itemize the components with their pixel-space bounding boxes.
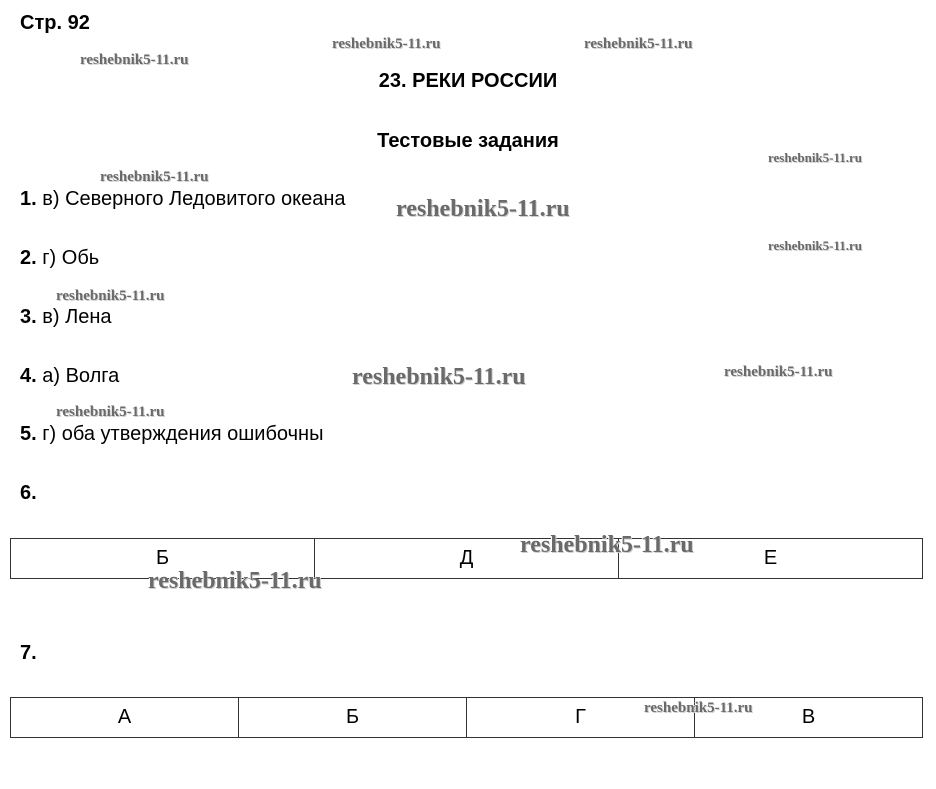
watermark: reshebnik5-11.ru <box>644 700 753 716</box>
answer-2 <box>20 247 99 270</box>
watermark: reshebnik5-11.ru <box>80 52 189 68</box>
answer-table-7 <box>10 697 923 738</box>
table-row <box>11 698 923 738</box>
watermark: reshebnik5-11.ru <box>520 532 694 558</box>
answer-text: г) оба утверждения ошибочны <box>36 423 324 445</box>
watermark: reshebnik5-11.ru <box>584 36 693 52</box>
answer-6 <box>20 482 37 505</box>
watermark: reshebnik5-11.ru <box>100 169 209 185</box>
answer-number: 4. <box>20 365 37 387</box>
table-cell: Е <box>619 539 923 579</box>
table-cell: А <box>11 698 239 738</box>
answer-7 <box>20 642 37 665</box>
answer-5 <box>20 423 323 446</box>
watermark: reshebnik5-11.ru <box>396 196 570 222</box>
answer-3 <box>20 306 112 329</box>
section-title: 23. РЕКИ РОССИИ <box>378 70 558 92</box>
table-cell: Г <box>467 698 695 738</box>
table-cell: Б <box>239 698 467 738</box>
answer-text: г) Обь <box>36 247 100 269</box>
answer-number: 7. <box>20 642 37 664</box>
subtitle: Тестовые задания <box>377 130 559 152</box>
answer-4 <box>20 365 119 388</box>
table-row <box>11 539 923 579</box>
answer-1 <box>20 188 346 211</box>
watermark: reshebnik5-11.ru <box>352 364 526 390</box>
watermark: reshebnik5-11.ru <box>56 404 165 420</box>
table-cell: Д <box>315 539 619 579</box>
watermark: reshebnik5-11.ru <box>56 288 165 304</box>
table-cell: Б <box>11 539 315 579</box>
answer-number: 2. <box>20 247 37 269</box>
watermark: reshebnik5-11.ru <box>724 364 833 380</box>
watermark: reshebnik5-11.ru <box>768 150 863 165</box>
page-number: Стр. 92 <box>20 12 90 34</box>
watermark: reshebnik5-11.ru <box>332 36 441 52</box>
watermark: reshebnik5-11.ru <box>768 238 863 253</box>
answer-text: в) Северного Ледовитого океана <box>36 188 346 210</box>
answer-text: а) Волга <box>36 365 120 387</box>
answer-number: 5. <box>20 423 37 445</box>
answer-number: 3. <box>20 306 37 328</box>
answer-table-6 <box>10 538 923 579</box>
watermark: reshebnik5-11.ru <box>148 568 322 594</box>
answer-number: 6. <box>20 482 37 504</box>
answer-text: в) Лена <box>36 306 112 328</box>
table-cell: В <box>695 698 923 738</box>
answer-number: 1. <box>20 188 37 210</box>
